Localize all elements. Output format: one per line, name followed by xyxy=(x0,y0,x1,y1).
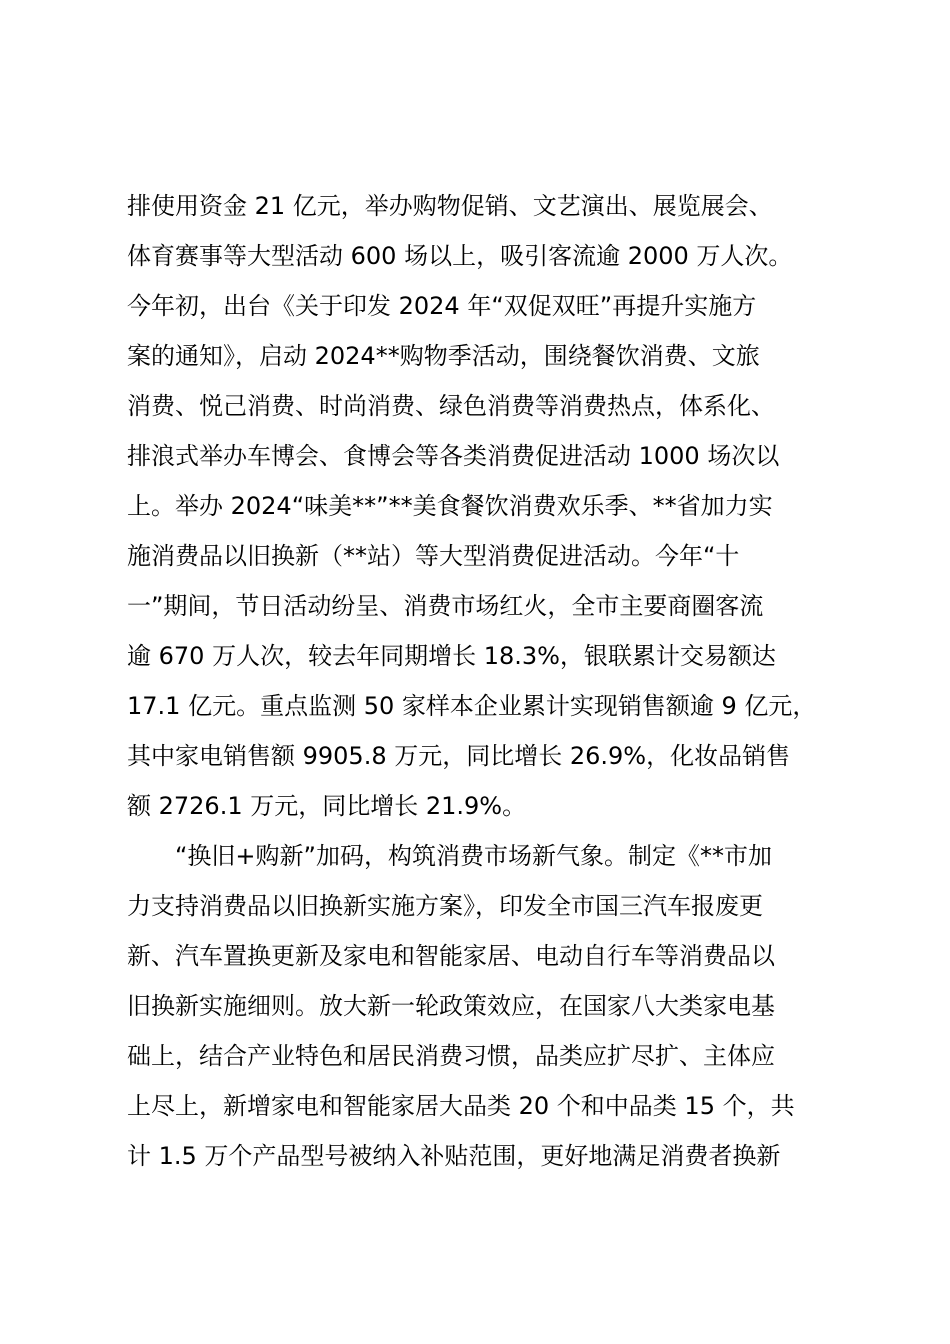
text-line: 力支持消费品以旧换新实施方案》，印发全市国三汽车报废更 xyxy=(127,892,763,920)
body-text xyxy=(127,181,857,1181)
text-line: 上尽上，新增家电和智能家居大品类 20 个和中品类 15 个，共 xyxy=(127,1092,795,1120)
paragraph-trade-in-policy xyxy=(127,831,857,1181)
text-line: 消费、悦己消费、时尚消费、绿色消费等消费热点，体系化、 xyxy=(127,392,775,420)
text-line: 一”期间，节日活动纷呈、消费市场红火，全市主要商圈客流 xyxy=(127,592,764,620)
text-line: 计 1.5 万个产品型号被纳入补贴范围，更好地满足消费者换新 xyxy=(127,1142,781,1170)
text-line: 其中家电销售额 9905.8 万元，同比增长 26.9%，化妆品销售 xyxy=(127,742,791,770)
text-line: 上。举办 2024“味美**”**美食餐饮消费欢乐季、**省加力实 xyxy=(127,492,773,520)
text-line: 体育赛事等大型活动 600 场以上，吸引客流逾 2000 万人次。 xyxy=(127,242,793,270)
text-line: 础上，结合产业特色和居民消费习惯，品类应扩尽扩、主体应 xyxy=(127,1042,775,1070)
paragraph-consumption-activities xyxy=(127,181,857,831)
text-line: 旧换新实施细则。放大新一轮政策效应，在国家八大类家电基 xyxy=(127,992,775,1020)
text-line: 排浪式举办车博会、食博会等各类消费促进活动 1000 场次以 xyxy=(127,442,780,470)
text-line: 今年初，出台《关于印发 2024 年“双促双旺”再提升实施方 xyxy=(127,292,757,320)
text-line: “换旧+购新”加码，构筑消费市场新气象。制定《**市加 xyxy=(175,842,772,870)
text-line: 逾 670 万人次，较去年同期增长 18.3%，银联累计交易额达 xyxy=(127,642,776,670)
text-line: 17.1 亿元。重点监测 50 家样本企业累计实现销售额逾 9 亿元， xyxy=(127,692,817,720)
text-line: 排使用资金 21 亿元，举办购物促销、文艺演出、展览展会、 xyxy=(127,192,773,220)
text-line: 额 2726.1 万元，同比增长 21.9%。 xyxy=(127,792,527,820)
text-line: 案的通知》，启动 2024**购物季活动，围绕餐饮消费、文旅 xyxy=(127,342,760,370)
text-line: 施消费品以旧换新（**站）等大型消费促进活动。今年“十 xyxy=(127,542,740,570)
text-line: 新、汽车置换更新及家电和智能家居、电动自行车等消费品以 xyxy=(127,942,775,970)
